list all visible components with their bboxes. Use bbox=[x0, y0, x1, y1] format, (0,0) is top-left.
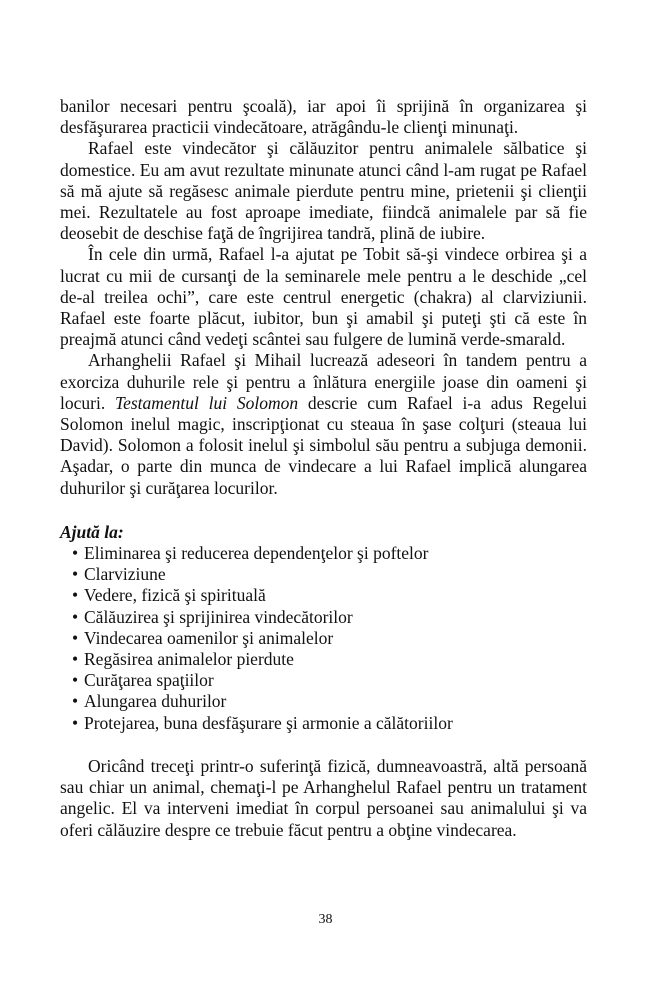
helps-list bbox=[60, 543, 587, 734]
list-item bbox=[72, 713, 587, 734]
list-item-text: Clarviziune bbox=[84, 564, 166, 585]
list-item-text: Alungarea duhurilor bbox=[84, 691, 227, 712]
closing-paragraph: Oricând treceţi printr-o suferinţă fizică, dumneavoastră, altă persoană sau chiar un animal, chemaţi-l pe Arhanghelul Rafael pentru un tratament angelic. El va interveni imediat în corpul persoanei sau animalului şi va oferi călăuzire despre ce trebuie făcut pentru a obţine vindecarea. bbox=[60, 755, 587, 840]
list-item bbox=[72, 628, 587, 649]
list-item-text: Călăuzirea şi sprijinirea vindecătorilor bbox=[84, 606, 353, 627]
paragraph-4-text-end: descrie cum Rafael i-a adus Regelui Solomon inelul magic, inscripţionat cu steaua în şase colţuri (steaua lui David). Solomon a folosit inelul şi simbolul său pentru a subjuga demonii. Aşadar, o parte din munca de vindecare a lui Rafael implică alungarea duhurilor şi curăţarea locurilor. bbox=[60, 392, 587, 498]
list-item bbox=[72, 564, 587, 585]
bullet-icon: • bbox=[72, 627, 79, 648]
paragraph-4 bbox=[60, 350, 587, 498]
list-item-text: Protejarea, buna desfăşurare şi armonie a călătoriilor bbox=[84, 712, 453, 733]
paragraph-4-text-start: Arhanghelii Rafael şi Mihail lucrează adeseori în tandem pentru a exorciza duhurile rele şi pentru a înlătura energiile joase din oameni şi locuri. bbox=[60, 350, 587, 413]
list-item bbox=[72, 691, 587, 712]
list-item-text: Vindecarea oamenilor şi animalelor bbox=[84, 627, 334, 648]
book-title: Testamentul lui Solomon bbox=[114, 392, 299, 413]
bullet-icon: • bbox=[72, 585, 79, 606]
bullet-icon: • bbox=[72, 606, 79, 627]
paragraph-2: Rafael este vindecător şi călăuzitor pentru animalele sălbatice şi domestice. Eu am avut rezultate minunate atunci când l-am rugat pe Rafael să mă ajute să regăsesc animale pierdute pentru mine, prietenii şi clienţii mei. Rezultatele au fost aproape imediate, fiindcă animalele par să fie deosebit de deschise faţă de îngrijirea tandră, plină de iubire. bbox=[60, 138, 587, 244]
bullet-icon: • bbox=[72, 712, 79, 733]
bullet-icon: • bbox=[72, 543, 79, 564]
bullet-icon: • bbox=[72, 649, 79, 670]
paragraph-3: În cele din urmă, Rafael l-a ajutat pe Tobit să-şi vindece orbirea şi a lucrat cu mii de cursanţi de la seminarele mele pentru a le deschide „cel de-al treilea ochi”, care este centrul energetic (chakra) al clarviziunii. Rafael este foarte plăcut, iubitor, bun şi amabil şi puteţi şti că este în preajmă atunci când vedeţi scântei sau fulgere de lumină verde-smarald. bbox=[60, 244, 587, 350]
bullet-icon: • bbox=[72, 564, 79, 585]
list-item bbox=[72, 607, 587, 628]
list-item bbox=[72, 670, 587, 691]
list-item bbox=[72, 649, 587, 670]
list-item bbox=[72, 585, 587, 606]
page-body bbox=[60, 96, 587, 841]
paragraph-1: banilor necesari pentru şcoală), iar apoi îi sprijină în organizarea şi desfăşurarea practicii vindecătoare, atrăgându-le clienţi minunaţi. bbox=[60, 96, 587, 138]
bullet-icon: • bbox=[72, 691, 79, 712]
page-number: 38 bbox=[318, 912, 333, 927]
list-item-text: Vedere, fizică şi spirituală bbox=[84, 585, 266, 606]
list-item-text: Eliminarea şi reducerea dependenţelor şi poftelor bbox=[84, 543, 429, 564]
helps-heading: Ajută la: bbox=[60, 521, 124, 542]
list-item-text: Regăsirea animalelor pierdute bbox=[84, 649, 294, 670]
list-item-text: Curăţarea spaţiilor bbox=[84, 670, 214, 691]
bullet-icon: • bbox=[72, 670, 79, 691]
list-item bbox=[72, 543, 587, 564]
